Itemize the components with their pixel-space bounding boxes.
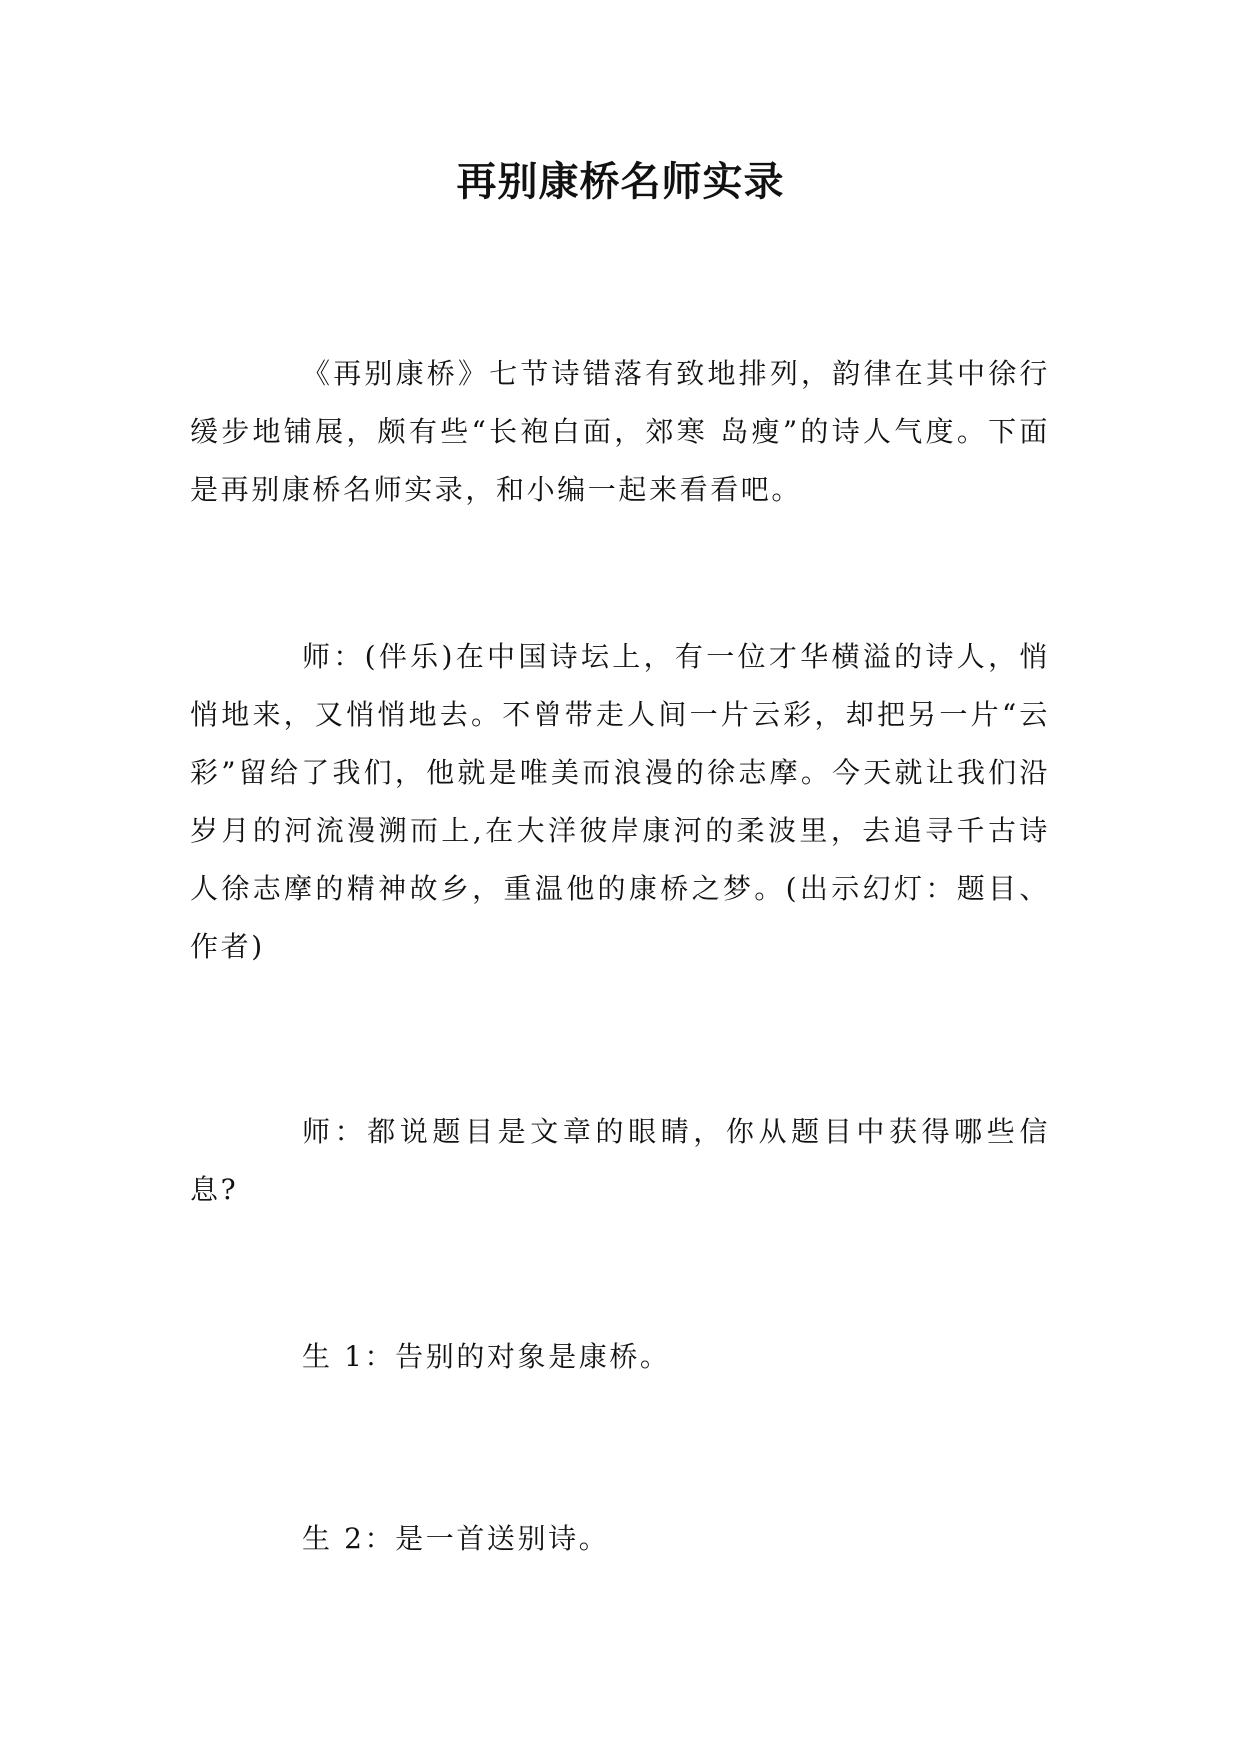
paragraph-teacher-question: 师：都说题目是文章的眼睛，你从题目中获得哪些信息?: [190, 1115, 1050, 1206]
paragraph-student-2: 生 2：是一首送别诗。: [302, 1522, 610, 1555]
paragraph-student-1: 生 1：告别的对象是康桥。: [302, 1340, 671, 1373]
paragraph-intro: 《再别康桥》七节诗错落有致地排列，韵律在其中徐行缓步地铺展，颇有些“长袍白面，郊寒 岛瘦”的诗人气度。下面是再别康桥名师实录，和小编一起来看看吧。: [190, 357, 1050, 506]
paragraph-teacher-opening: 师：(伴乐)在中国诗坛上，有一位才华横溢的诗人，悄悄地来，又悄悄地去。不曾带走人间一片云彩，却把另一片“云彩”留给了我们，他就是唯美而浪漫的徐志摩。今天就让我们沿岁月的河流漫溯而上,在大洋彼岸康河的柔波里，去追寻千古诗人徐志摩的精神故乡，重温他的康桥之梦。(出示幻灯：题目、作者): [190, 640, 1050, 963]
document-title: 再别康桥名师实录: [456, 159, 785, 205]
